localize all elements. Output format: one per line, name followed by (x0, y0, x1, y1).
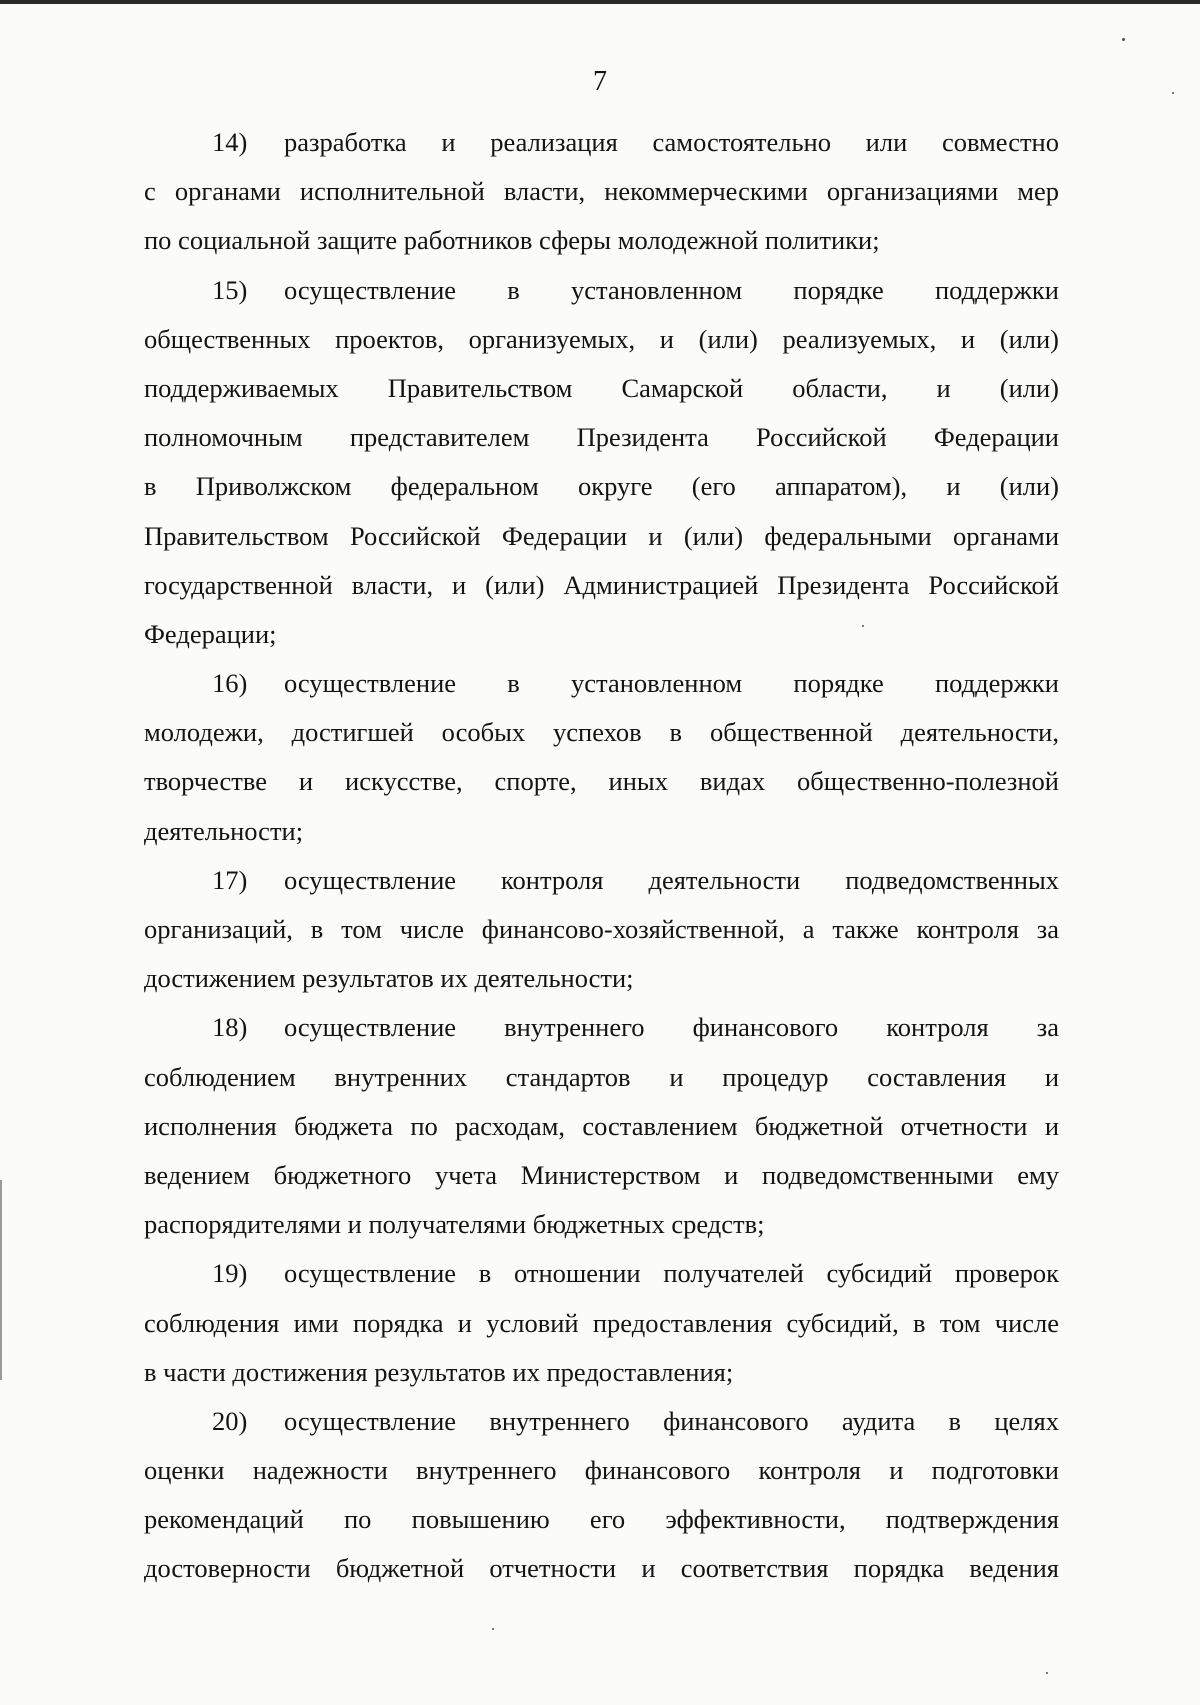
text-line: достоверности бюджетной отчетности и соответствия порядка ведения (144, 1553, 1059, 1584)
text-line: полномочным представителем Президента Российской Федерации (144, 422, 1059, 453)
scan-edge-left (0, 1180, 2, 1380)
text-line (144, 1397, 1059, 1446)
text-line (144, 856, 1059, 905)
paragraph-number: 20) (212, 1405, 248, 1436)
text-line: поддерживаемых Правительством Самарской области, и (или) (144, 372, 1059, 403)
text-line: молодежи, достигшей особых успехов в общественной деятельности, (144, 717, 1059, 748)
paragraph-number: 18) (212, 1012, 248, 1043)
text-line: деятельности; (144, 815, 304, 846)
text-line: с органами исполнительной власти, некоммерческими организациями мер (144, 176, 1059, 207)
text-line: соблюдением внутренних стандартов и процедур составления и (144, 1061, 1059, 1092)
text-line: по социальной защите работников сферы молодежной политики; (144, 225, 880, 256)
paragraph-text: осуществление контроля деятельности подведомственных (284, 864, 1059, 895)
text-line (144, 1249, 1059, 1298)
paragraph-text: осуществление в установленном порядке поддержки (284, 668, 1059, 699)
text-line: творчестве и искусстве, спорте, иных видах общественно-полезной (144, 766, 1059, 797)
scan-speck (492, 1628, 494, 1630)
numbered-paragraph (144, 1003, 1059, 1249)
scan-speck (862, 625, 864, 627)
scan-edge-top (0, 0, 1200, 4)
numbered-paragraph (144, 856, 1059, 1004)
paragraph-text: осуществление в установленном порядке поддержки (284, 274, 1059, 305)
numbered-paragraph (144, 266, 1059, 660)
text-line (144, 118, 1059, 167)
text-line: общественных проектов, организуемых, и (или) реализуемых, и (или) (144, 323, 1059, 354)
paragraph-number: 14) (212, 127, 248, 157)
page-number: 7 (593, 66, 607, 97)
text-line (144, 659, 1059, 708)
text-line: оценки надежности внутреннего финансового контроля и подготовки (144, 1455, 1059, 1486)
text-line: достижением результатов их деятельности; (144, 963, 634, 994)
text-line: Правительством Российской Федерации и (или) федеральными органами (144, 520, 1059, 551)
text-line: Федерации; (144, 618, 277, 649)
numbered-paragraph (144, 1249, 1059, 1397)
text-line (144, 266, 1059, 315)
text-line: в Приволжском федеральном округе (его аппаратом), и (или) (144, 471, 1059, 502)
text-line: организаций, в том числе финансово-хозяйственной, а также контроля за (144, 914, 1059, 944)
paragraph-number: 17) (212, 864, 248, 895)
numbered-paragraph (144, 1397, 1059, 1594)
paragraph-number: 16) (212, 668, 248, 699)
scan-speck (1172, 92, 1174, 94)
text-line: ведением бюджетного учета Министерством и подведомственными ему (144, 1159, 1059, 1190)
document-body (144, 118, 1059, 1594)
text-line: распорядителями и получателями бюджетных средств; (144, 1209, 765, 1240)
paragraph-text: осуществление внутреннего финансового контроля за (284, 1012, 1059, 1043)
paragraph-text: осуществление в отношении получателей субсидий проверок (284, 1258, 1059, 1289)
scan-speck (1122, 38, 1125, 41)
scan-speck (1046, 1672, 1048, 1674)
paragraph-text: осуществление внутреннего финансового аудита в целях (284, 1405, 1059, 1436)
text-line: в части достижения результатов их предоставления; (144, 1356, 734, 1387)
text-line (144, 1003, 1059, 1052)
text-line: соблюдения ими порядка и условий предоставления субсидий, в том числе (144, 1307, 1059, 1338)
numbered-paragraph (144, 118, 1059, 266)
paragraph-number: 19) (212, 1258, 248, 1289)
text-line: рекомендаций по повышению его эффективности, подтверждения (144, 1504, 1059, 1535)
text-line: государственной власти, и (или) Администрацией Президента Российской (144, 569, 1059, 600)
numbered-paragraph (144, 659, 1059, 856)
paragraph-text: разработка и реализация самостоятельно или совместно (284, 127, 1059, 157)
text-line: исполнения бюджета по расходам, составлением бюджетной отчетности и (144, 1110, 1059, 1141)
paragraph-number: 15) (212, 274, 248, 305)
